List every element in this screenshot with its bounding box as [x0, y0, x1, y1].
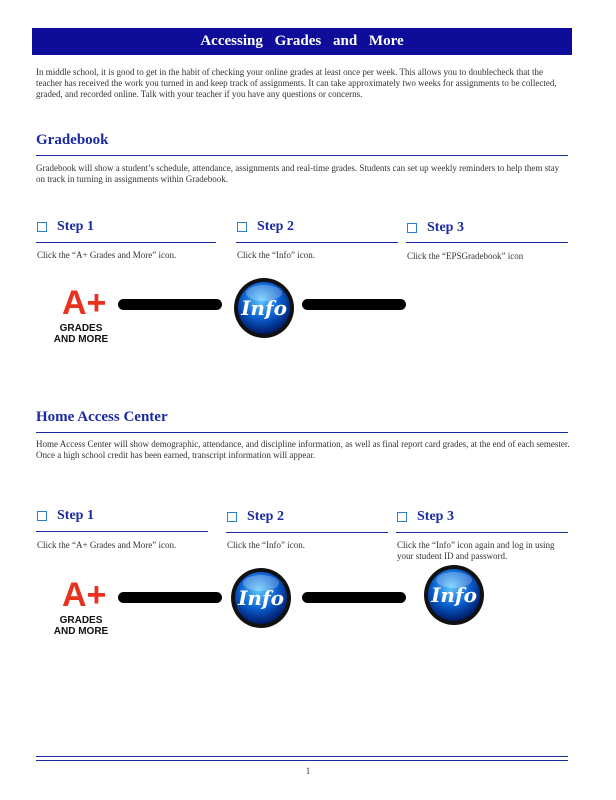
logo-a-plus: A+ — [62, 576, 107, 614]
info-icon-label: Info — [431, 583, 477, 607]
logo-line-2: AND MORE — [53, 626, 109, 637]
hac-step-2-text: Click the “Info” icon. — [227, 540, 305, 550]
grades-and-more-icon[interactable] — [46, 278, 116, 346]
grades-and-more-icon[interactable] — [46, 570, 116, 638]
gradebook-step-1-text: Click the “A+ Grades and More” icon. — [37, 250, 177, 260]
page-title: Accessing Grades and More — [32, 28, 572, 55]
checkbox-icon[interactable] — [227, 512, 237, 522]
gradebook-step-3-text: Click the “EPSGradebook” icon — [407, 251, 524, 261]
checkbox-icon[interactable] — [237, 222, 247, 232]
intro-paragraph: In middle school, it is good to get in the habit of checking your online grades at least once per week. This allows you to doublecheck that the teacher has received the work you turned in and keep track of assignments. It can take approximately two weeks for assignments to be collected, graded, and recorded online. Talk with your teacher if you have any questions or concerns. — [36, 67, 557, 99]
hac-step-2 — [227, 509, 284, 525]
info-icon[interactable] — [423, 564, 485, 631]
info-icon[interactable] — [230, 567, 292, 634]
checkbox-icon[interactable] — [37, 511, 47, 521]
logo-line-2: AND MORE — [53, 334, 109, 345]
hac-heading: Home Access Center — [36, 409, 168, 425]
info-icon-label: Info — [238, 586, 284, 610]
step-rule — [226, 532, 388, 533]
hac-step-1 — [37, 508, 94, 524]
step-rule — [236, 242, 398, 243]
checkbox-icon[interactable] — [397, 512, 407, 522]
hac-rule — [36, 432, 568, 433]
step-rule — [406, 242, 568, 243]
logo-line-1: GRADES — [59, 323, 103, 334]
info-icon[interactable] — [233, 277, 295, 344]
hac-step-3-text: Click the “Info” icon again and log in using your student ID and password. — [397, 540, 555, 561]
page-number: 1 — [305, 766, 311, 776]
hac-description: Home Access Center will show demographic, attendance, and discipline information, as well as final report card grades, at the end of each semester. Once a high school credit has been earned, transcript information will appear. — [36, 439, 570, 460]
footer-rule — [36, 756, 568, 757]
footer-rule — [36, 760, 568, 761]
hac-step-3 — [397, 509, 454, 525]
step-label: Step 1 — [57, 508, 94, 523]
step-label: Step 3 — [417, 509, 454, 524]
checkbox-icon[interactable] — [37, 222, 47, 232]
step-rule — [36, 531, 208, 532]
step-rule — [396, 532, 568, 533]
info-icon-label: Info — [241, 296, 287, 320]
connector-line — [118, 299, 222, 310]
checkbox-icon[interactable] — [407, 223, 417, 233]
logo-a-plus: A+ — [62, 284, 107, 322]
logo-line-1: GRADES — [59, 615, 103, 626]
connector-line — [302, 592, 406, 603]
step-label: Step 1 — [57, 219, 94, 234]
step-rule — [36, 242, 216, 243]
gradebook-step-2-text: Click the “Info” icon. — [237, 250, 315, 260]
hac-step-1-text: Click the “A+ Grades and More” icon. — [37, 540, 177, 550]
step-label: Step 2 — [247, 509, 284, 524]
gradebook-description: Gradebook will show a student’s schedule, attendance, assignments and real-time grades. Students can set up weekly reminders to help them stay on track in turning in assignments within Gradebook. — [36, 163, 560, 184]
gradebook-step-3 — [407, 220, 464, 236]
step-label: Step 2 — [257, 219, 294, 234]
gradebook-rule — [36, 155, 568, 156]
gradebook-step-1 — [37, 219, 94, 235]
gradebook-step-2 — [237, 219, 294, 235]
step-label: Step 3 — [427, 220, 464, 235]
connector-line — [118, 592, 222, 603]
gradebook-heading: Gradebook — [36, 132, 109, 148]
connector-line — [302, 299, 406, 310]
